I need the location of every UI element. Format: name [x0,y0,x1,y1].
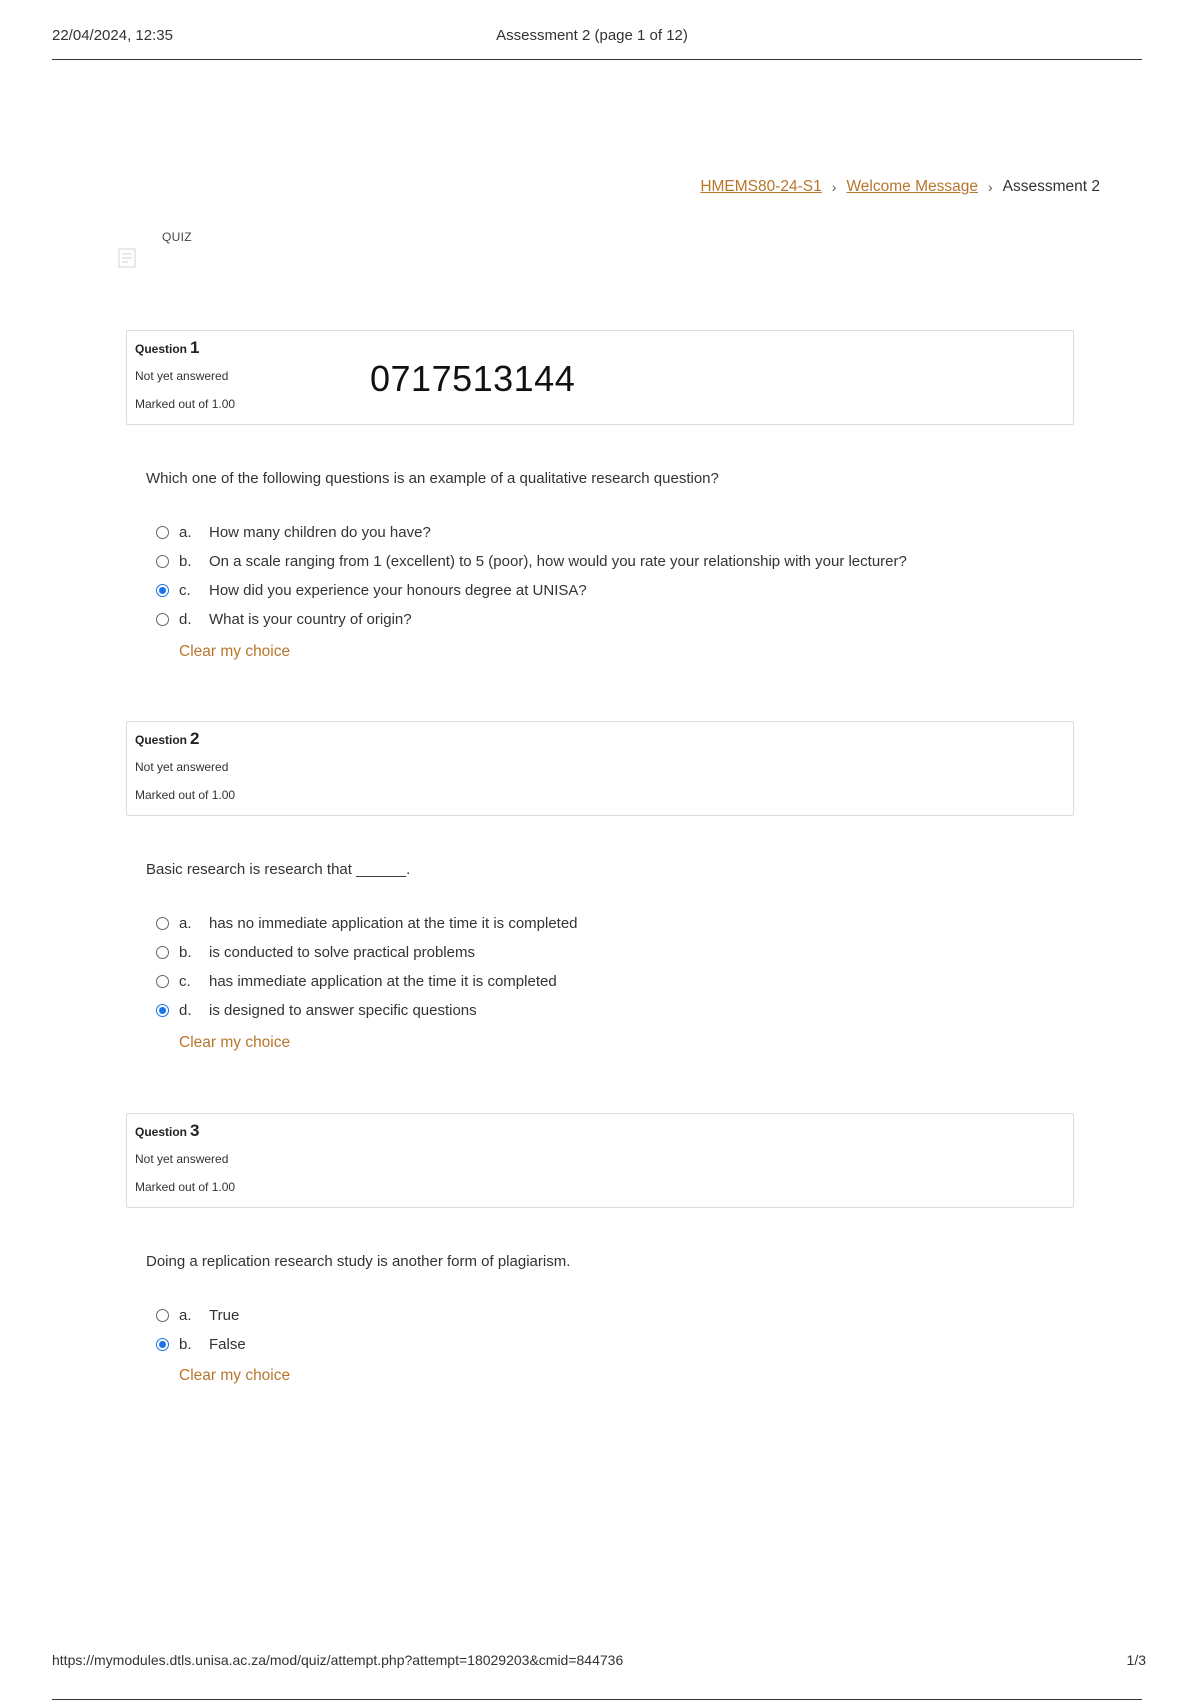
radio-button[interactable] [156,555,169,568]
answer-option[interactable]: b. False [156,1330,246,1359]
answer-option[interactable]: b. is conducted to solve practical problems [156,938,578,967]
breadcrumb-course-link[interactable]: HMEMS80-24-S1 [700,178,822,195]
radio-button-selected[interactable] [156,1004,169,1017]
answer-option[interactable]: a. How many children do you have? [156,518,907,547]
answer-option[interactable]: c. How did you experience your honours degree at UNISA? [156,576,907,605]
print-page-number: 1/3 [1126,1652,1146,1668]
question-text: Basic research is research that ______. [146,861,411,878]
question-grade: Marked out of 1.00 [135,1180,236,1194]
answer-option[interactable]: a. True [156,1301,246,1330]
question-grade: Marked out of 1.00 [135,397,236,411]
print-datetime: 22/04/2024, 12:35 [52,27,173,44]
answer-list [156,1301,246,1359]
watermark-phone-number: 0717513144 [370,358,576,399]
activity-type-label: QUIZ [162,230,192,244]
question-text: Which one of the following questions is an example of a qualitative research question? [146,470,719,487]
answer-option[interactable]: c. has immediate application at the time it is completed [156,967,578,996]
radio-button[interactable] [156,613,169,626]
clear-choice-link[interactable]: Clear my choice [179,643,291,660]
radio-button[interactable] [156,946,169,959]
question-state: Not yet answered [135,369,229,383]
breadcrumb-current: Assessment 2 [1002,178,1100,195]
answer-list [156,909,578,1025]
question-text: Doing a replication research study is another form of plagiarism. [146,1253,571,1270]
print-title: Assessment 2 (page 1 of 12) [496,27,688,44]
breadcrumb [700,178,1100,196]
question-number: Question 3 [135,1121,200,1140]
clear-choice-link[interactable]: Clear my choice [179,1034,291,1051]
question-state: Not yet answered [135,1152,229,1166]
question-state: Not yet answered [135,760,229,774]
radio-button-selected[interactable] [156,1338,169,1351]
question-number: Question 1 [135,338,200,357]
answer-option[interactable]: d. is designed to answer specific questions [156,996,578,1025]
quiz-icon [118,248,136,268]
answer-option[interactable]: d. What is your country of origin? [156,605,907,634]
question-info-1 [126,330,1074,425]
chevron-right-icon: › [987,179,993,195]
clear-choice-link[interactable]: Clear my choice [179,1367,291,1384]
print-header [52,27,1142,60]
question-number: Question 2 [135,729,200,748]
question-info-2 [126,721,1074,816]
answer-option[interactable]: a. has no immediate application at the time it is completed [156,909,578,938]
radio-button-selected[interactable] [156,584,169,597]
print-footer [52,1652,1146,1700]
chevron-right-icon: › [831,179,837,195]
breadcrumb-section-link[interactable]: Welcome Message [846,178,978,195]
radio-button[interactable] [156,526,169,539]
radio-button[interactable] [156,1309,169,1322]
question-grade: Marked out of 1.00 [135,788,236,802]
radio-button[interactable] [156,975,169,988]
print-url: https://mymodules.dtls.unisa.ac.za/mod/quiz/attempt.php?attempt=18029203&cmid=844736 [52,1652,624,1668]
answer-list [156,518,907,634]
radio-button[interactable] [156,917,169,930]
question-info-3 [126,1113,1074,1208]
answer-option[interactable]: b. On a scale ranging from 1 (excellent) to 5 (poor), how would you rate your relationship with your lecturer? [156,547,907,576]
